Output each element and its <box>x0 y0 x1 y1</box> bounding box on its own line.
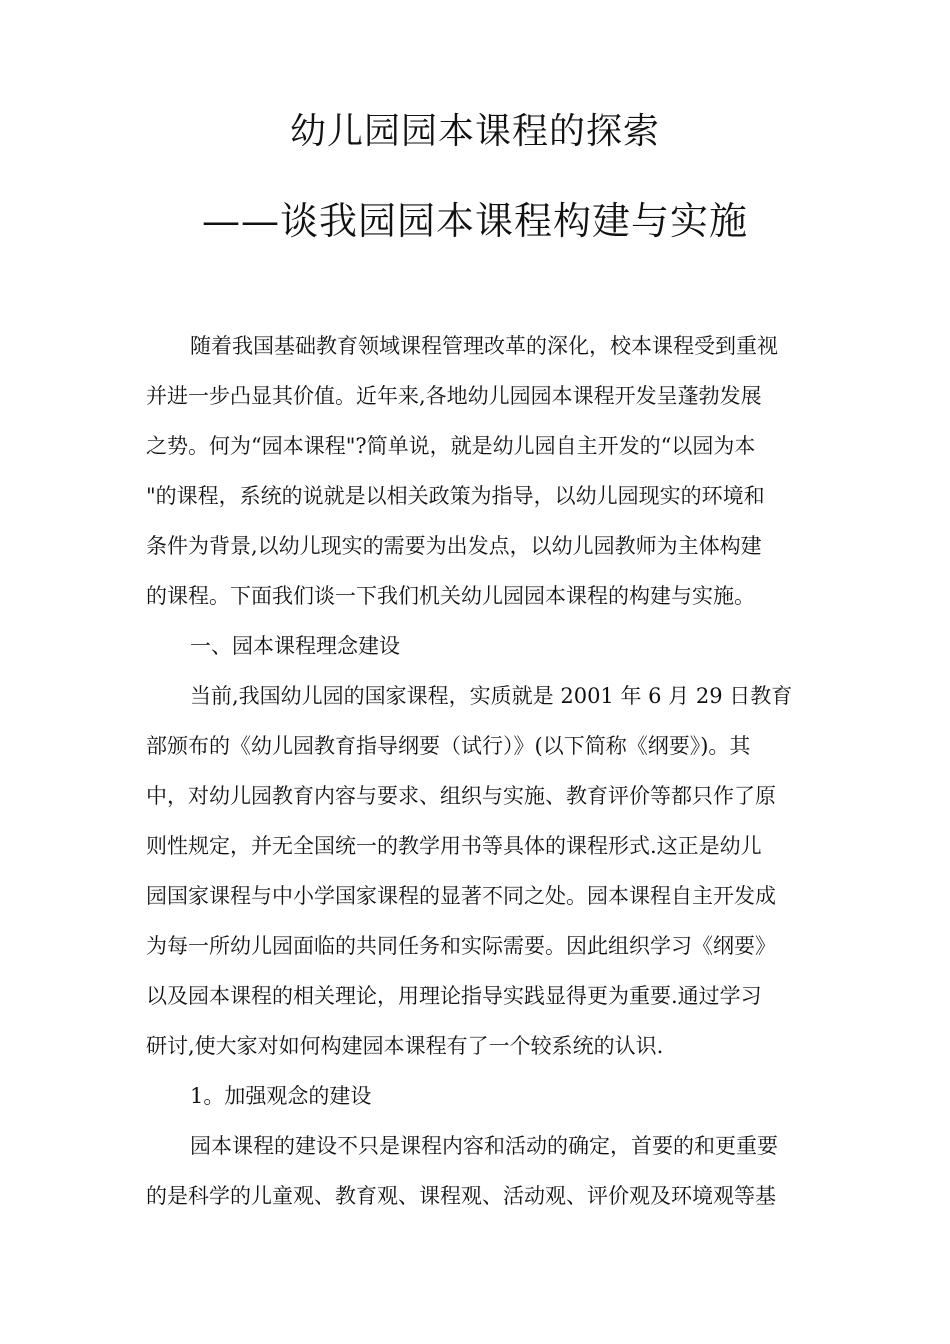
paragraph-line: 中，对幼儿园教育内容与要求、组织与实施、教育评价等都只作了原 <box>146 784 776 808</box>
paragraph-line: 条件为背景,以幼儿现实的需要为出发点，以幼儿园教师为主体构建 <box>146 534 762 558</box>
paragraph-line: 为每一所幼儿园面临的共同任务和实际需要。因此组织学习《纲要》 <box>146 934 776 958</box>
paragraph-line: 研讨,使大家对如何构建园本课程有了一个较系统的认识. <box>146 1034 664 1058</box>
paragraph-line: 的是科学的儿童观、教育观、课程观、活动观、评价观及环境观等基 <box>146 1184 776 1208</box>
paragraph-line: "的课程，系统的说就是以相关政策为指导，以幼儿园现实的环境和 <box>146 484 765 508</box>
document-subtitle: ——谈我园园本课程构建与实施 <box>201 199 748 243</box>
document-title: 幼儿园园本课程的探索 <box>289 111 660 152</box>
document-body <box>146 330 806 1230</box>
paragraph-line: 部颁布的《幼儿园教育指导纲要（试行）》(以下简称《纲要》)。其 <box>146 734 751 758</box>
paragraph-line: 的课程。下面我们谈一下我们机关幼儿园园本课程的构建与实施。 <box>146 584 755 608</box>
paragraph-line: 随着我国基础教育领域课程管理改革的深化，校本课程受到重视 <box>190 334 778 358</box>
paragraph-line: 之势。何为“园本课程"?简单说，就是幼儿园自主开发的“以园为本 <box>146 434 756 458</box>
paragraph-line: 园本课程的建设不只是课程内容和活动的确定，首要的和更重要 <box>190 1134 778 1158</box>
paragraph-line: 当前,我国幼儿园的国家课程，实质就是 2001 年 6 月 29 日教育 <box>190 684 793 708</box>
paragraph-line: 园国家课程与中小学国家课程的显著不同之处。园本课程自主开发成 <box>146 884 776 908</box>
paragraph-line: 并进一步凸显其价值。近年来,各地幼儿园园本课程开发呈蓬勃发展 <box>146 384 762 408</box>
paragraph-line: 以及园本课程的相关理论，用理论指导实践显得更为重要.通过学习 <box>146 984 762 1008</box>
section-heading: 一、园本课程理念建设 <box>190 634 400 658</box>
paragraph-line: 则性规定，并无全国统一的教学用书等具体的课程形式.这正是幼儿 <box>146 834 762 858</box>
subsection-heading: 1。加强观念的建设 <box>190 1084 372 1108</box>
